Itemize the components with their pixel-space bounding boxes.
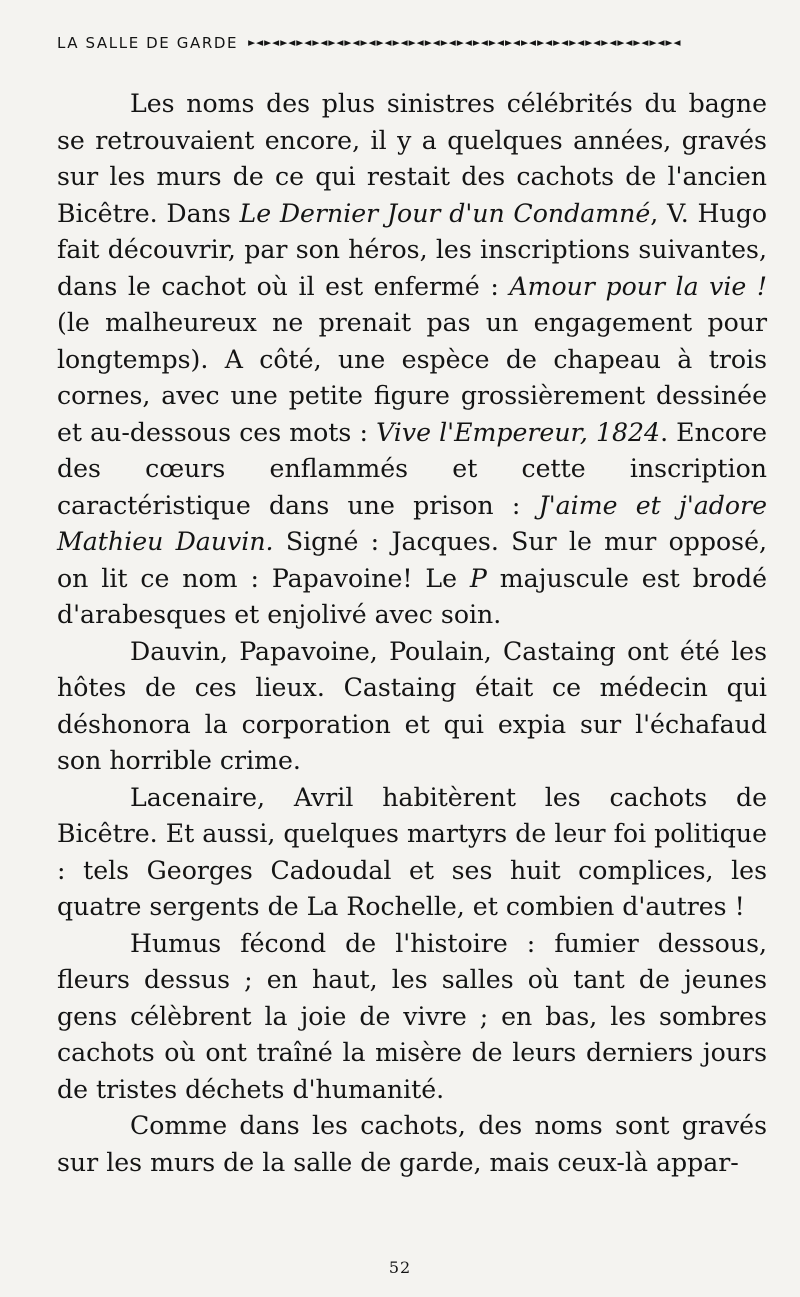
inscription-italic-2: Vive l'Empereur, 1824 [376,417,661,447]
paragraph-4: Humus fécond de l'histoire : fumier dessous, fleurs dessus ; en haut, les salles où tant de jeunes gens célèbrent la joie de vivre ; en bas, les sombres cachots où ont traîné la misère de leurs derniers jours de tristes déchets d'humanité. [57,928,767,1104]
paragraph-1 [57,86,767,634]
running-head-title: LA SALLE DE GARDE [57,34,239,52]
running-head [57,30,767,56]
paragraph-1-text-5: Signé : Jacques. Sur le mur opposé, on lit ce nom : Papavoine! Le [57,527,767,593]
body-text [57,86,767,1181]
paragraph-1-text-2: , V. Hugo fait découvrir, par son héros, les inscriptions suivantes, dans le cachot où il est enfermé : [57,198,767,301]
paragraph-2: Dauvin, Papavoine, Poulain, Castaing ont été les hôtes de ces lieux. Castaing était ce médecin qui déshonora la corporation et qui expia sur l'échafaud son horrible crime. [57,636,767,775]
paragraph-5: Comme dans les cachots, des noms sont gravés sur les murs de la salle de garde, mais ceux-là appar- [57,1111,767,1177]
paragraph-3: Lacenaire, Avril habitèrent les cachots de Bicêtre. Et aussi, quelques martyrs de leur foi politique : tels Georges Cadoudal et ses huit complices, les quatre sergents de La Rochelle, et combien d'autres ! [57,782,767,921]
book-title-italic: Le Dernier Jour d'un Condamné [239,198,651,228]
inscription-italic-3: J'aime et j'adore Mathieu Dauvin. [57,490,767,556]
paragraph-1-text-3: (le malheureux ne prenait pas un engagement pour longtemps). A côté, une espèce de chapeau à trois cornes, avec une petite figure grossièrement dessinée et au-dessous ces mots : [57,308,767,447]
inscription-italic-1: Amour pour la vie ! [509,271,767,301]
paragraph-1-text-6: majuscule est brodé d'arabesques et enjolivé avec soin. [57,563,768,629]
running-head-ornament: ▸◂▸◂▸◂▸◂▸◂▸◂▸◂▸◂▸◂▸◂▸◂▸◂▸◂▸◂▸◂▸◂▸◂▸◂▸◂▸◂▸◂▸◂▸◂▸◂▸◂▸◂▸◂ [248,37,682,49]
page-number: 52 [388,1258,412,1277]
paragraph-1-text-1: Les noms des plus sinistres célébrités du bagne se retrouvaient encore, il y a quelques années, gravés sur les murs de ce qui restait des cachots de l'ancien Bicêtre. Dans [57,89,767,228]
paragraph-1-text-4: . Encore des cœurs enflammés et cette inscription caractéristique dans une prison : [57,417,768,520]
letter-p-italic: P [469,563,487,593]
